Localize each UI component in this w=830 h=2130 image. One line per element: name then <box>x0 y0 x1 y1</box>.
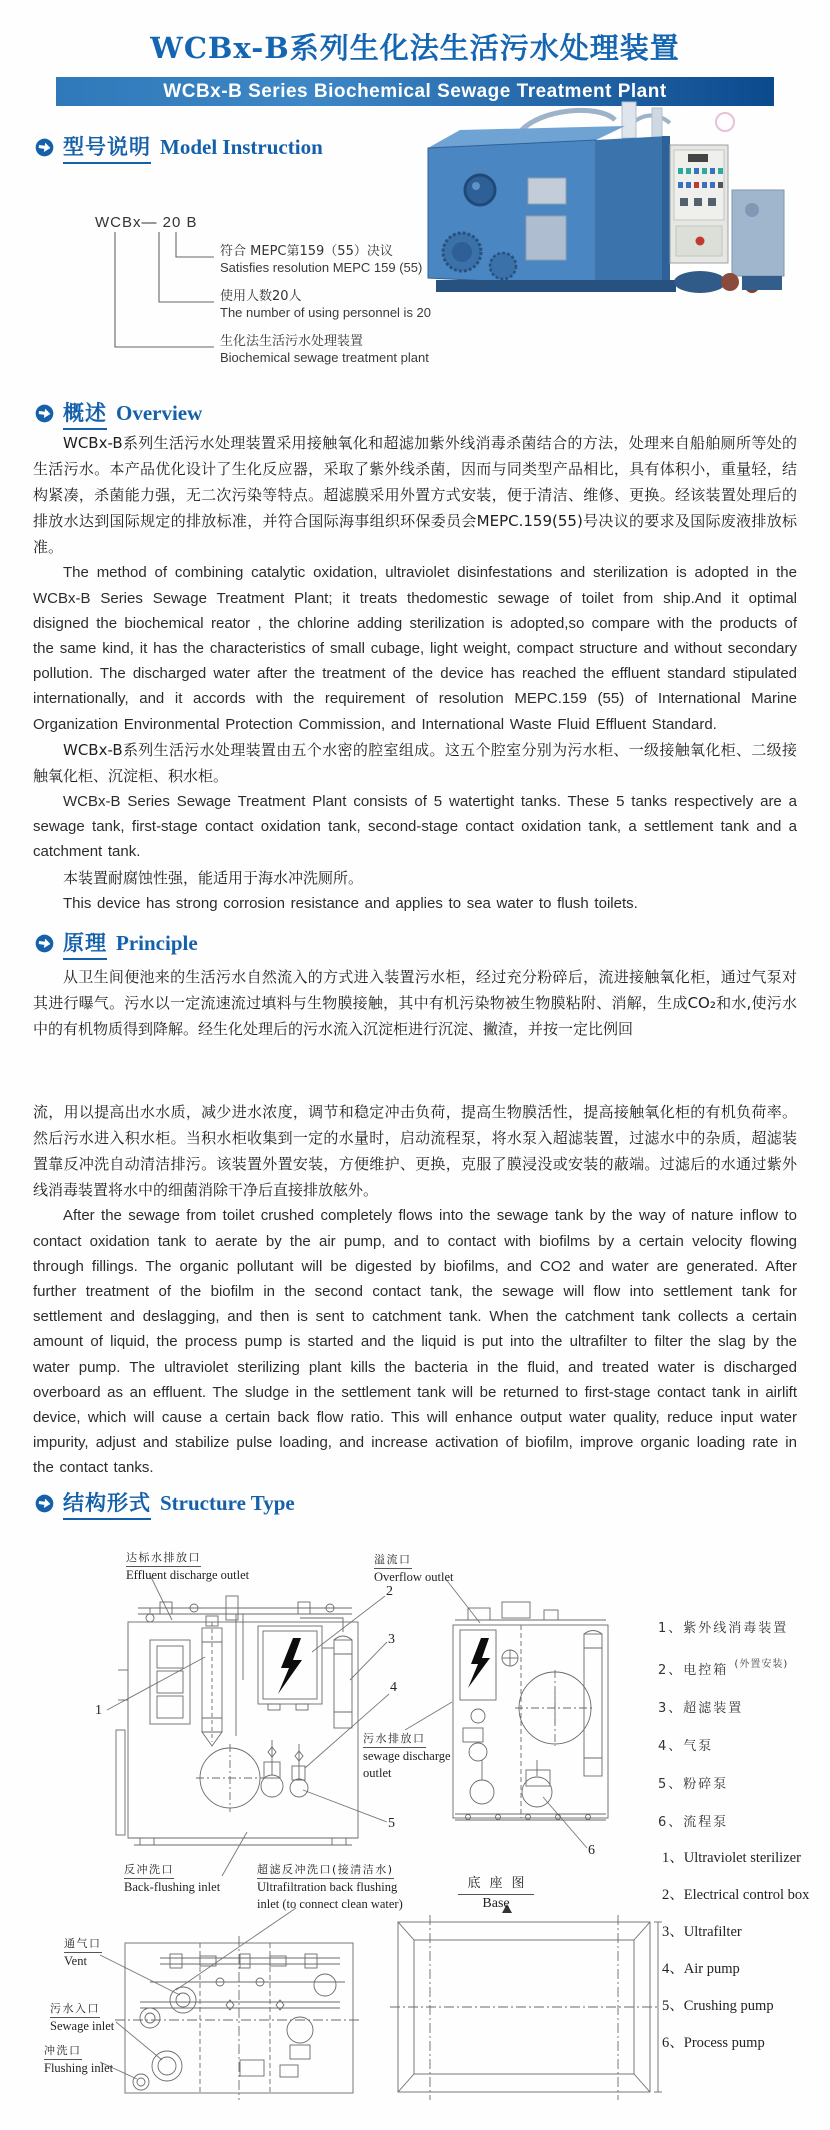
label-base <box>446 1876 546 1913</box>
callout-6: 6 <box>588 1843 595 1858</box>
principle-text-part2 <box>33 1099 797 1480</box>
label-en: Flushing inlet <box>44 2061 114 2076</box>
legend-text: 2、电控箱 <box>658 1663 729 1678</box>
label-flushing-inlet <box>44 2044 113 2077</box>
label-effluent-outlet <box>126 1551 249 1584</box>
legend-item <box>658 1697 788 1716</box>
label-cn: 污水排放口 <box>363 1732 426 1748</box>
banner-title: WCBx-B Series Biochemical Sewage Treatment Plant <box>56 77 774 106</box>
legend-item <box>658 1811 788 1830</box>
label-cn: 污水入口 <box>50 2002 100 2018</box>
arrow-bullet-icon <box>35 1494 54 1513</box>
legend-text: 1、紫外线消毒装置 <box>658 1621 789 1636</box>
legend-text: 3、超滤装置 <box>658 1701 744 1716</box>
section-header-principle <box>35 927 198 960</box>
label-en: Effluent discharge outlet <box>126 1568 250 1583</box>
label-sewage-inlet <box>50 2002 114 2035</box>
front-view-drawing <box>116 1596 358 1845</box>
label-en: inlet (to connect clean water) <box>257 1896 403 1911</box>
overview-paragraph-cn: WCBx-B系列生活污水处理装置由五个水密的腔室组成。这五个腔室分别为污水柜、一级接触氧化柜、二级接触氧化柜、沉淀柜、积水柜。 <box>33 740 797 785</box>
arrow-bullet-icon <box>35 404 54 423</box>
overview-paragraph-en: This device has strong corrosion resistance and applies to sea water to flush toilets. <box>63 894 638 912</box>
section-title-cn: 结构形式 <box>63 1487 151 1520</box>
callout-2: 2 <box>386 1584 393 1599</box>
overview-paragraph-cn: 本装置耐腐蚀性强，能适用于海水冲洗厕所。 <box>63 868 364 887</box>
label-overflow-outlet <box>374 1553 454 1586</box>
legend-english <box>662 1846 809 2068</box>
section-title-cn: 型号说明 <box>63 131 151 164</box>
label-en: Back-flushing inlet <box>124 1880 221 1895</box>
legend-item: 4、Air pump <box>662 1961 740 1977</box>
legend-item: 3、Ultrafilter <box>662 1924 742 1940</box>
lightning-icon <box>468 1638 490 1688</box>
section-header-overview <box>35 397 202 430</box>
overview-text <box>33 430 797 916</box>
label-cn: 反冲洗口 <box>124 1863 174 1879</box>
label-ultrafiltration-back-flushing-inlet <box>257 1863 403 1912</box>
label-cn: 超滤反冲洗口(接清洁水) <box>257 1863 394 1879</box>
lightning-icon <box>278 1638 302 1694</box>
overview-paragraph-en: WCBx-B Series Sewage Treatment Plant consists of 5 watertight tanks. These 5 tanks respectively are a sewage tank, first-stage contact oxidation tank, second-stage contact oxidation tank, a settlement tank and a catchment tank. <box>33 792 797 861</box>
page-title: WCBx-B系列生化法生活污水处理装置 <box>150 31 680 65</box>
legend-item: 5、Crushing pump <box>662 1998 774 2014</box>
label-en: Ultrafiltration back flushing <box>257 1880 398 1895</box>
section-title-cn: 概述 <box>63 397 107 430</box>
principle-text-part1 <box>33 964 797 1042</box>
branch-label-cn: 使用人数20人 <box>220 289 302 304</box>
section-title-en: Structure Type <box>160 1491 295 1515</box>
overview-paragraph-cn: WCBx-B系列生活污水处理装置采用接触氧化和超滤加紫外线消毒杀菌结合的方法，处理来自船舶厕所等处的生活污水。本产品优化设计了生化反应器，采取了紫外线杀菌，因而与同类型产品相比，具有体积小，重量轻，结构紧凑，杀菌能力强，无二次污染等特点。超滤膜采用外置方式安装，便于清洁、维修、更换。经该装置处理后的排放水达到国际规定的排放标准，并符合国际海事组织环保委员会MEPC.159(55)号决议的要求及国际废液排放标准。 <box>33 434 797 557</box>
arrow-bullet-icon <box>35 934 54 953</box>
model-code: WCBx— 20 B <box>95 214 198 231</box>
section-title-en: Principle <box>116 931 198 955</box>
side-view-drawing <box>453 1602 608 1820</box>
label-en: Vent <box>64 1954 87 1969</box>
label-vent <box>64 1937 102 1970</box>
legend-text: 4、气泵 <box>658 1739 714 1754</box>
label-cn: 冲洗口 <box>44 2044 82 2060</box>
legend-chinese <box>658 1617 788 1849</box>
label-sewage-discharge-outlet <box>363 1732 451 1781</box>
legend-item: 6、Process pump <box>662 2035 765 2051</box>
branch-label-cn: 生化法生活污水处理装置 <box>220 334 364 349</box>
legend-item: 2、Electrical control box <box>662 1887 810 1903</box>
principle-paragraph-en: After the sewage from toilet crushed completely flows into the sewage tank by the way of nature inflow to contact oxidation tank to aerate by the air pump, and to contact with biofilms by a certain velocity flowing through fillings. The organic pollutant will be digested by biofilms, and CO2 and water are generated. After further treatment of the biofilm in the second contact tank, the sewage will flow into settlement tank for settlement and deslagging, and then is sent to catchment tank. When the catchment tank collects a certain amount of liquid, the process pump is started and the liquid is put into the ultrafilter to filter the slag by the water pump. The ultraviolet sterilizing plant kills the bacteria in the fluid, and treated water is discharged overboard as an effluent. The sludge in the settlement tank will be returned to first-stage contact tank in airlift device, which will cause a certain back flow ratio. This will enhance output water quality, reduce input water impurity, adjust and stabilize pulse loading, and increase activation of biofilm, improve organic loading rate in the contact tanks. <box>33 1207 797 1477</box>
label-en: Base <box>482 1895 510 1911</box>
sewage-plant-photo-illustration <box>400 90 795 298</box>
product-photo <box>400 90 795 298</box>
section-header-model <box>35 131 323 164</box>
section-title-en: Model Instruction <box>160 135 323 159</box>
top-view-drawing <box>115 1936 360 2100</box>
label-cn: 底座图 <box>458 1876 533 1895</box>
section-title-en: Overview <box>116 401 203 425</box>
branch-label-en: The number of using personnel is 20 <box>220 304 432 320</box>
label-cn: 溢流口 <box>374 1553 412 1569</box>
callout-4: 4 <box>390 1680 397 1695</box>
branch-label-en: Satisfies resolution MEPC 159 (55) <box>220 259 423 275</box>
label-en: Overflow outlet <box>374 1570 454 1585</box>
branch-label-en: Biochemical sewage treatment plant <box>220 349 429 365</box>
callout-1: 1 <box>95 1703 102 1718</box>
arrow-bullet-icon <box>35 138 54 157</box>
overview-paragraph-en: The method of combining catalytic oxidation, ultraviolet disinfestations and sterilization is adopted in the WCBx-B Series Sewage Treatment Plant; it treats thedomestic sewage of toilet from ship.And it optimal disigned the biochemical reator , the chlorine adding sterilization is adopted,so compare with the products of the same kind, it has the characteristics of small cubage, light weight, compact structure and without secondary pollution. The discharged water after the treatment of the device has reached the effluent standard stipulated internationally, and it accords with the requirement of resolution MEPC.159 (55) of International Marine Organization Environmental Protection Commission, and International Waste Fluid Effluent Standard. <box>33 564 797 733</box>
callout-3: 3 <box>388 1632 395 1647</box>
principle-paragraph-cn: 从卫生间便池来的生活污水自然流入的方式进入装置污水柜，经过充分粉碎后，流进接触氧化柜，通过气泵对其进行曝气。污水以一定流速流过填料与生物膜接触，其中有机污染物被生物膜粘附、消解，生成CO₂和水,使污水中的有机物质得到降解。经生化处理后的污水流入沉淀柜进行沉淀、撇渣，并按一定比例回 <box>33 968 797 1039</box>
legend-note: (外置安装) <box>734 1659 789 1670</box>
label-en: sewage discharge <box>363 1749 451 1764</box>
legend-item <box>658 1617 788 1636</box>
legend-item <box>658 1773 788 1792</box>
model-branch-wcbx <box>220 334 470 366</box>
legend-text: 5、粉碎泵 <box>658 1777 729 1792</box>
label-cn: 达标水排放口 <box>126 1551 201 1567</box>
base-plan-drawing <box>390 1904 662 2100</box>
legend-item <box>658 1655 788 1678</box>
label-en: outlet <box>363 1765 392 1780</box>
callout-5: 5 <box>388 1816 395 1831</box>
legend-text: 6、流程泵 <box>658 1815 729 1830</box>
branch-label-cn: 符合 MEPC第159（55）决议 <box>220 244 393 259</box>
section-header-structure <box>35 1487 295 1520</box>
principle-paragraph-cn-cont: 流，用以提高出水水质，减少进水浓度，调节和稳定冲击负荷，提高生物膜活性，提高接触氧化柜的有机负荷率。然后污水进入积水柜。当积水柜收集到一定的水量时，启动流程泵，将水泵入超滤装置，过滤水中的杂质，超滤装置靠反冲洗自动清洁排污。该装置外置安装，方便维护、更换，克服了膜浸没或安装的蔽端。过滤后的水通过紫外线消毒装置将水中的细菌消除干净后直接排放舷外。 <box>33 1103 797 1200</box>
label-back-flushing-inlet <box>124 1863 220 1896</box>
label-en: Sewage inlet <box>50 2019 115 2034</box>
legend-item <box>658 1735 788 1754</box>
legend-item: 1、Ultraviolet sterilizer <box>662 1850 801 1866</box>
label-cn: 通气口 <box>64 1937 102 1953</box>
section-title-cn: 原理 <box>63 927 107 960</box>
